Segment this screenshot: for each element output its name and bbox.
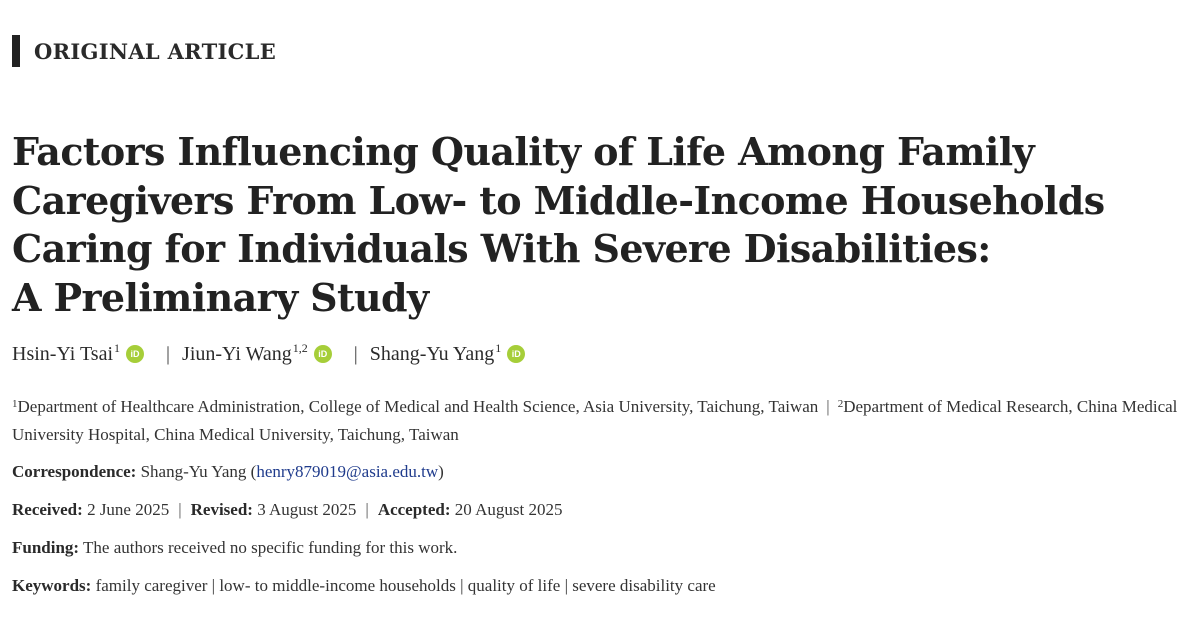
funding-text: The authors received no specific funding for this work. (83, 538, 458, 557)
date-separator: | (178, 500, 182, 519)
correspondence: Correspondence: Shang-Yu Yang (henry879019@asia.edu.tw) (12, 462, 444, 481)
author-affil-sup: 1 (495, 340, 502, 355)
author-list (12, 341, 525, 367)
section-label: ORIGINAL ARTICLE (34, 38, 277, 64)
title-line: Caregivers From Low- to Middle-Income Households (12, 177, 1105, 223)
title-line: A Preliminary Study (12, 274, 429, 320)
funding-label: Funding: (12, 538, 80, 557)
revised-label: Revised: (190, 500, 253, 519)
author[interactable] (12, 340, 144, 366)
author-affil-sup: 1 (114, 340, 121, 355)
correspondence-email-link[interactable]: henry879019@asia.edu.tw (256, 462, 439, 481)
date-separator: | (365, 500, 369, 519)
keywords-label: Keywords: (12, 576, 92, 595)
correspondence-name: Shang-Yu Yang (140, 462, 247, 481)
correspondence-label: Correspondence: (12, 462, 137, 481)
author-separator: | (353, 342, 358, 365)
author-separator: | (166, 342, 171, 365)
accepted-date: 20 August 2025 (454, 500, 563, 519)
received-label: Received: (12, 500, 83, 519)
title-line: Caring for Individuals With Severe Disabilities: (12, 226, 991, 271)
funding-row (12, 538, 457, 558)
author[interactable] (369, 340, 525, 366)
affiliations (12, 394, 1198, 448)
affiliation-text: Department of Healthcare Administration, College of Medical and Health Science, Asia University, Taichung, Taiwan (17, 397, 819, 416)
author-name[interactable]: Shang-Yu Yang (369, 342, 495, 365)
keywords-text: family caregiver | low- to middle-income households | quality of life | severe disability care (95, 576, 716, 595)
revised-date: 3 August 2025 (257, 500, 357, 519)
article-title (12, 128, 1192, 322)
received-date: 2 June 2025 (87, 500, 170, 519)
section-bar (12, 35, 20, 67)
accepted-label: Accepted: (377, 500, 451, 519)
author-name[interactable]: Jiun-Yi Wang (182, 342, 292, 365)
section-tag (12, 35, 276, 67)
author[interactable] (182, 340, 332, 366)
author-name[interactable]: Hsin-Yi Tsai (12, 342, 114, 365)
title-line: Factors Influencing Quality of Life Among Family (12, 129, 1035, 174)
author-affil-sup: 1,2 (292, 340, 308, 355)
keywords-row (12, 576, 716, 596)
affil-separator: | (826, 397, 830, 416)
orcid-icon[interactable]: iD (126, 345, 144, 363)
dates-row (12, 500, 562, 520)
orcid-icon[interactable]: iD (314, 345, 332, 363)
orcid-icon[interactable]: iD (507, 345, 525, 363)
affil-sup: 1 (12, 398, 18, 410)
affil-sup: 2 (837, 398, 844, 410)
affiliation-text: Department of Medical Research, China Medical University Hospital, China Medical University, Taichung, Taiwan (12, 397, 1178, 444)
